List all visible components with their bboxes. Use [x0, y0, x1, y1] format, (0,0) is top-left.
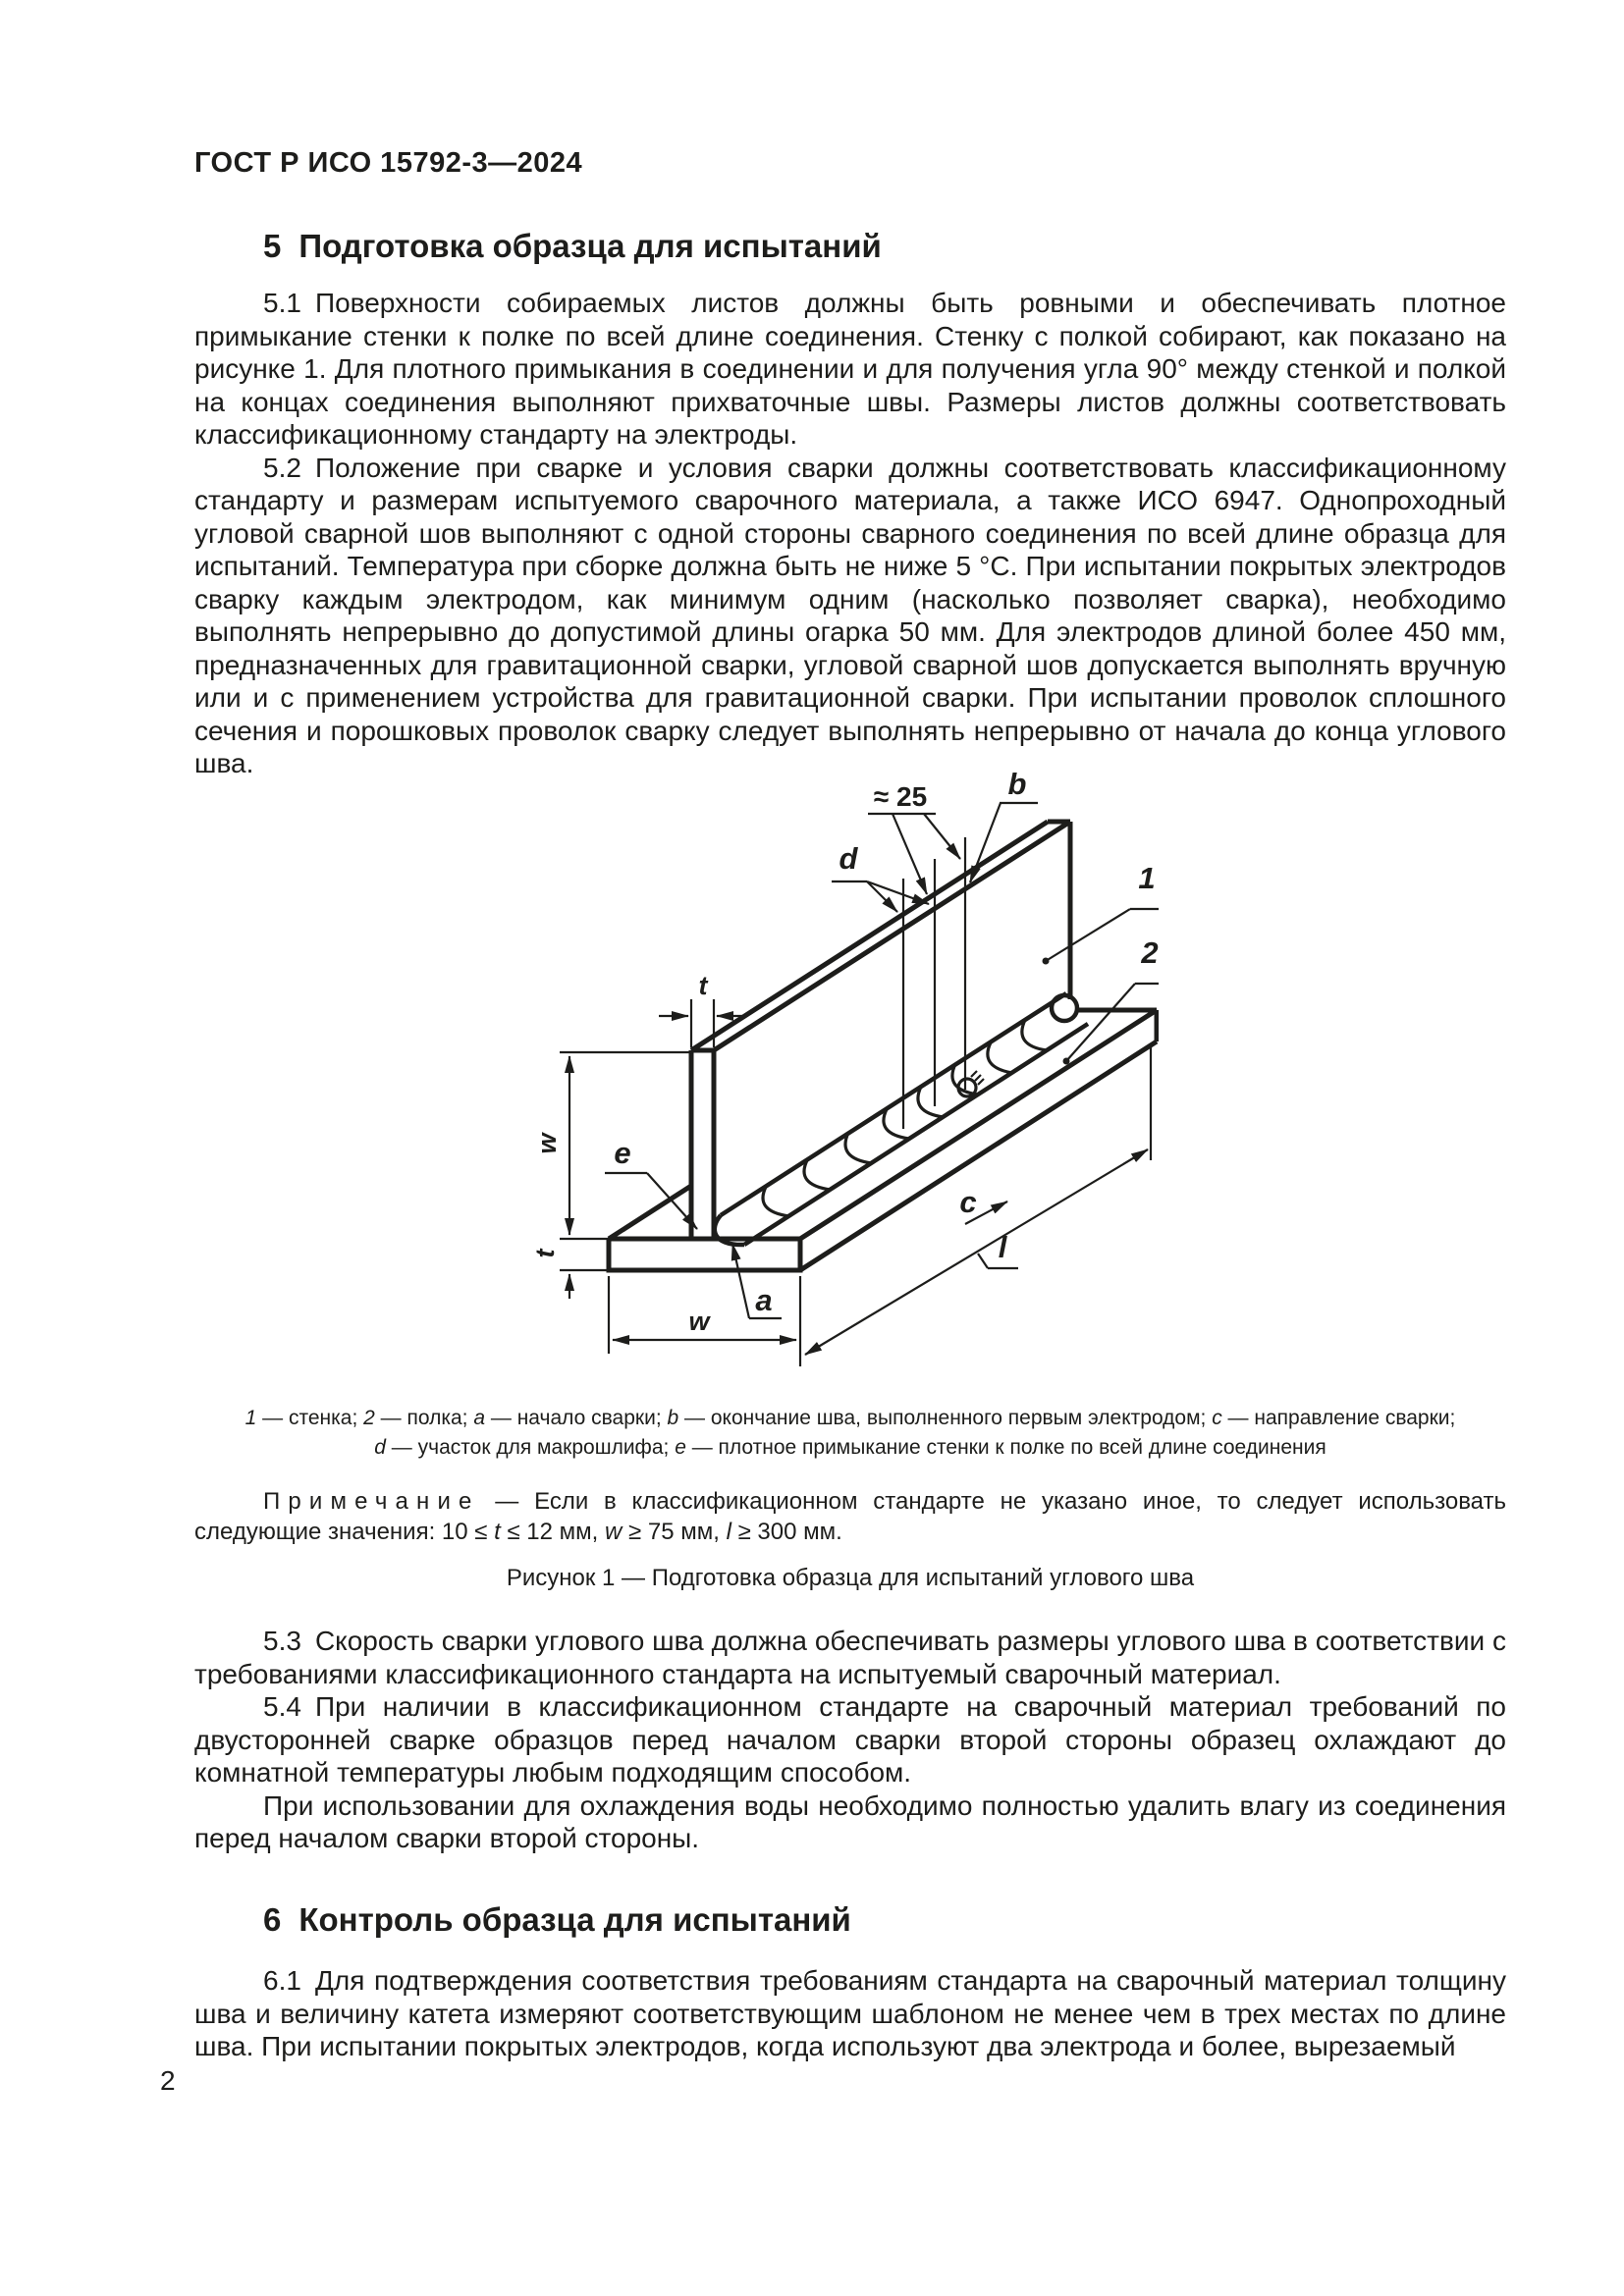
document-header: ГОСТ Р ИСО 15792-3—2024 — [194, 147, 583, 179]
weld-end-blob — [1052, 995, 1077, 1021]
b-label: b — [1007, 767, 1027, 801]
section-6-number: 6 — [263, 1901, 282, 1938]
figure-1-diagram — [511, 751, 1159, 1399]
section-5-heading — [263, 228, 882, 265]
figure-1-legend: 1 — стенка; 2 — полка; a — начало сварки; b — окончание шва, выполненного первым электродом; c — направление сварки; d — участок для макрошлифа; e — плотное примыкание стенки к полке по всей длине соединения — [244, 1407, 1456, 1459]
web-plate — [691, 822, 1070, 1239]
callout-2-flange — [1063, 935, 1160, 1065]
a-label: a — [755, 1283, 773, 1317]
t-left-label: t — [530, 1249, 560, 1258]
figure-1-note: Примечание — Если в классификационном стандарте не указано иное, то следует использовать следующие значения: 10 ≤ t ≤ 12 мм, w ≥ 75 мм, l ≥ 300 мм. — [194, 1488, 1506, 1545]
part-1-label: 1 — [1138, 861, 1156, 895]
c-label: c — [959, 1185, 977, 1219]
l-label: l — [998, 1230, 1007, 1264]
section-5-title: Подготовка образца для испытаний — [298, 228, 882, 264]
paragraph-5-3: 5.3 Скорость сварки углового шва должна обеспечивать размеры углового шва в соответствии с требованиями классификационного стандарта на испытуемый сварочный материал. — [194, 1626, 1506, 1689]
label-e-tight-fit — [605, 1136, 697, 1229]
paragraph-5-4: 5.4 При наличии в классификационном стандарте на сварочный материал требований по двусторонней сварке образцов перед началом сварки второй стороны образец охлаждают до комнатной температуры любым подходящим способом. — [194, 1691, 1506, 1788]
section-6-paragraphs — [194, 1964, 1506, 2063]
approx-25-label: ≈ 25 — [873, 781, 928, 812]
dimension-approx-25 — [868, 781, 960, 894]
section-6-heading — [263, 1901, 851, 1939]
label-c-welding-direction — [959, 1185, 1007, 1224]
dimension-w-web-height — [532, 1052, 691, 1239]
t-top-label: t — [698, 971, 708, 1000]
note-label: Примечание — [263, 1488, 480, 1515]
section-5-paragraphs-continued — [194, 1625, 1506, 1855]
dimension-t-flange-thickness — [530, 1249, 609, 1300]
section-6-title: Контроль образца для испытаний — [298, 1901, 851, 1938]
w-bottom-label: w — [688, 1307, 710, 1336]
w-left-label: w — [532, 1133, 562, 1154]
paragraph-5-1: 5.1 Поверхности собираемых листов должны быть ровными и обеспечивать плотное примыкание стенки к полке по всей длине соединения. Стенку с полкой собирают, как показано на рисунке 1. Для плотного примыкания в соединении и для получения угла 90° между стенкой и полкой на концах соединения выполняют прихваточные швы. Размеры листов должны соответствовать классификационному стандарту на электроды. — [194, 288, 1506, 450]
section-5-number: 5 — [263, 228, 282, 264]
label-d-macro-section — [832, 841, 929, 912]
part-2-label: 2 — [1141, 935, 1159, 970]
e-label: e — [614, 1136, 631, 1170]
page-number: 2 — [160, 2065, 176, 2096]
d-label: d — [839, 841, 858, 876]
fillet-weld-specimen-drawing — [511, 751, 1159, 1399]
paragraph-6-1: 6.1 Для подтверждения соответствия требованиям стандарта на сварочный материал толщину шва и величину катета измеряют соответствующим шаблоном не менее чем в трех местах по длине шва. При испытании покрытых электродов, когда используют два электрода и более, вырезаемый — [194, 1965, 1506, 2061]
paragraph-5-4-continued: При использовании для охлаждения воды необходимо полностью удалить влагу из соединения перед началом сварки второй стороны. — [194, 1789, 1506, 1853]
paragraph-5-2: 5.2 Положение при сварке и условия сварки должны соответствовать классификационному стандарту и размерам испытуемого сварочного материала, а также ИСО 6947. Однопроходный угловой сварной шов выполняют с одной стороны сварного соединения по всей длине образца для испытаний. Температура при сборке должна быть не ниже 5 °С. При испытании покрытых электродов сварку каждым электродом, как минимум одним (насколько позволяет сварка), необходимо выполнять непрерывно до допустимой длины огарка 50 мм. Для электродов длиной более 450 мм, предназначенных для гравитационной сварки, угловой сварной шов допускается выполнять вручную или и с применением устройства для гравитационной сварки. При испытании проволок сплошного сечения и порошковых проволок сварку следует выполнять непрерывно от начала до конца углового шва. — [194, 452, 1506, 778]
label-a-weld-start — [732, 1244, 782, 1318]
figure-1-caption: Рисунок 1 — Подготовка образца для испытаний углового шва — [506, 1565, 1195, 1591]
section-5-paragraphs — [194, 287, 1506, 780]
